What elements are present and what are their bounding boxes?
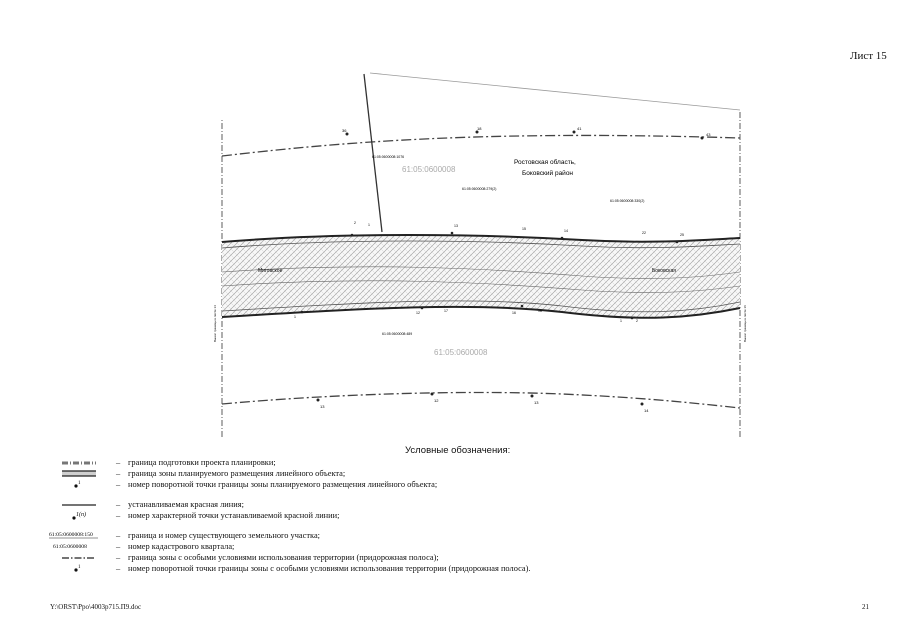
quarter-label-top: 61:05:0600008 [402, 165, 456, 174]
legend-text: граница подготовки проекта планировки; [128, 458, 276, 467]
quarter-symbol [48, 541, 114, 552]
legend-text: граница зоны с особыми условиями использования территории (придорожная полоса); [128, 553, 439, 562]
legend-text: номер поворотной точки границы зоны с особыми условиями использования территории (придорожная полоса). [128, 564, 531, 573]
region-label-1: Ростовская область, [514, 159, 576, 166]
legend-dash: – [116, 531, 121, 540]
point-mid-bottom-3: 17 [444, 309, 448, 313]
point-bottom-2: 12 [434, 398, 439, 403]
point-mid-top-2: 1 [368, 223, 370, 227]
point-bottom-1: 13 [320, 404, 325, 409]
village-label-right: Боковская [652, 268, 676, 274]
project-boundary-symbol [48, 457, 114, 468]
footer-page-number: 21 [862, 603, 869, 611]
point-bottom-4: 14 [644, 408, 649, 413]
side-label-right: Вынос границы в листе 16 [743, 305, 747, 342]
legend-text: номер характерной точки устанавливаемой красной линии; [128, 511, 340, 520]
parcel-boundary-diagonal [364, 74, 382, 232]
legend-item-zone-point [48, 479, 688, 490]
point-top-1: 36 [342, 128, 347, 133]
parcel-label-1: 61:05:0600008:1076 [372, 155, 405, 159]
roadside-zone-bottom [222, 392, 740, 408]
point-top-3: 41 [577, 126, 582, 131]
legend-dash: – [116, 511, 121, 520]
legend-dash: – [116, 458, 121, 467]
roadside-zone-top [222, 135, 740, 156]
roadside-point-symbol [48, 563, 114, 574]
point-mid-bottom-1: 1 [294, 315, 296, 319]
planning-map [213, 72, 747, 438]
svg-text:1: 1 [78, 565, 81, 570]
point-mid-bottom-7: 2 [636, 319, 638, 323]
point-mid-top-6: 22 [642, 231, 646, 235]
map-drawing [213, 72, 747, 438]
red-line-symbol [48, 499, 114, 510]
legend-item-object-zone [48, 468, 688, 479]
legend-item-parcel [48, 530, 688, 541]
legend-dash: – [116, 469, 121, 478]
parcel-label-3: 61:05:0600008:330(2) [610, 199, 645, 203]
legend-title: Условные обозначения: [405, 445, 511, 456]
legend-item-red-line [48, 499, 688, 510]
svg-text:61:05:0600008: 61:05:0600008 [53, 544, 87, 550]
red-line-point-symbol [48, 510, 114, 521]
legend-item-roadside-point [48, 563, 688, 574]
roadside-zone-symbol [48, 552, 114, 563]
parcel-symbol [48, 530, 114, 541]
point-mid-top-7: 25 [680, 233, 684, 237]
parcel-label-2: 61:05:0600008:279(2) [462, 187, 497, 191]
svg-text:1(п): 1(п) [76, 512, 86, 518]
point-mid-top-1: 2 [354, 221, 356, 225]
point-mid-top-5: 14 [564, 229, 568, 233]
point-mid-top-3: 13 [454, 224, 458, 228]
legend-text: устанавливаемая красная линия; [128, 500, 244, 509]
svg-text:1: 1 [78, 481, 81, 486]
quarter-label-bottom: 61:05:0600008 [434, 348, 488, 357]
footer-file-path: Y:\ORST\Ppo\4003p715.П9.doc [50, 603, 142, 611]
village-label-left: Миговское [258, 268, 283, 274]
legend-dash: – [116, 542, 121, 551]
svg-text:61:05:0600008:150: 61:05:0600008:150 [49, 532, 93, 538]
object-zone-symbol [48, 468, 114, 479]
legend-dash: – [116, 480, 121, 489]
legend-item-red-line-point [48, 510, 688, 521]
project-boundary-top [370, 73, 740, 110]
point-top-2: 18 [477, 126, 482, 131]
point-top-4: 43 [706, 132, 711, 137]
point-mid-bottom-4: 16 [512, 311, 516, 315]
point-mid-bottom-5: 18 [538, 309, 542, 313]
legend [48, 457, 688, 574]
parcel-label-bottom: 61:05:0600008:489 [382, 332, 413, 336]
region-label-2: Боковский район [522, 170, 574, 177]
legend-dash: – [116, 500, 121, 509]
legend-dash: – [116, 564, 121, 573]
point-mid-bottom-6: 1 [620, 319, 622, 323]
legend-text: номер кадастрового квартала; [128, 542, 235, 551]
point-mid-bottom-2: 12 [416, 311, 420, 315]
point-mid-top-4: 15 [522, 227, 526, 231]
sheet-label: Лист 15 [850, 50, 887, 62]
legend-dash: – [116, 553, 121, 562]
legend-text: номер поворотной точки границы зоны планируемого размещения линейного объекта; [128, 480, 438, 489]
legend-item-quarter [48, 541, 688, 552]
legend-item-roadside-zone [48, 552, 688, 563]
legend-item-project-boundary [48, 457, 688, 468]
point-bottom-3: 13 [534, 400, 539, 405]
legend-text: граница зоны планируемого размещения линейного объекта; [128, 469, 346, 478]
side-label-left: Вынос границы в листе 14 [213, 305, 217, 342]
legend-text: граница и номер существующего земельного участка; [128, 531, 321, 540]
zone-point-symbol [48, 479, 114, 490]
